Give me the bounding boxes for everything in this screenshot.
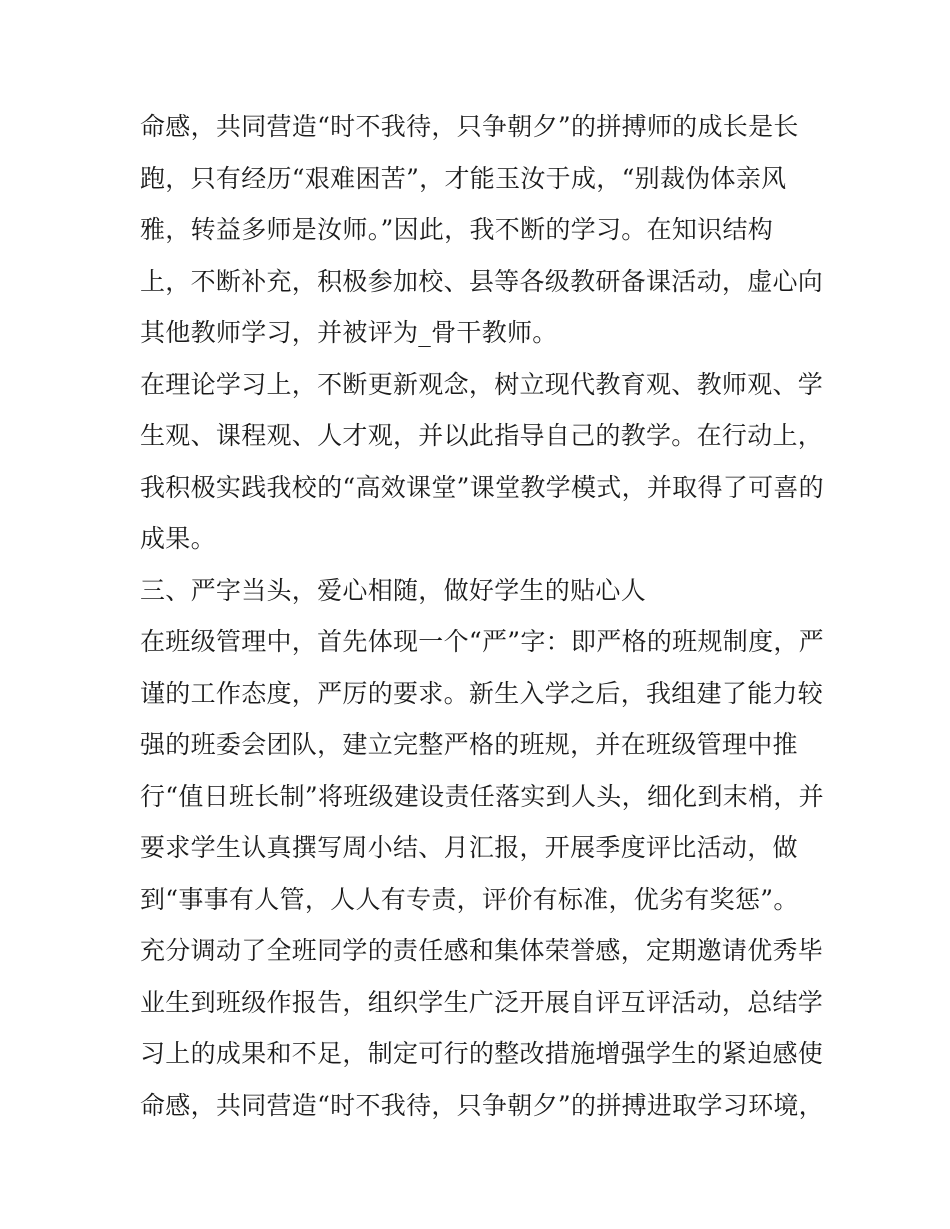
text-line: 谨的工作态度，严厉的要求。新生入学之后，我组建了能力较 xyxy=(140,678,824,708)
text-line: 强的班委会团队，建立完整严格的班规，并在班级管理中推 xyxy=(140,730,798,759)
text-line: 到“事事有人管，人人有专责，评价有标准，优劣有奖惩”。 xyxy=(140,884,799,914)
text-line: 习上的成果和不足，制定可行的整改措施增强学生的紧迫感使 xyxy=(140,1039,824,1068)
text-line: 在理论学习上，不断更新观念，树立现代教育观、教师观、学 xyxy=(140,369,824,399)
text-line: 充分调动了全班同学的责任感和集体荣誉感，定期邀请优秀毕 xyxy=(140,936,824,965)
text-line: 雅，转益多师是汝师。”因此，我不断的学习。在知识结构 xyxy=(140,215,774,244)
text-line: 命感，共同营造“时不我待，只争朝夕”的拼搏进取学习环境， xyxy=(140,1090,824,1120)
section-heading: 三、严字当头，爱心相随，做好学生的贴心人 xyxy=(140,575,647,605)
text-line: 上，不断补充，积极参加校、县等各级教研备课活动，虚心向 xyxy=(140,266,824,296)
text-line: 要求学生认真撰写周小结、月汇报，开展季度评比活动，做 xyxy=(140,833,798,862)
text-line: 命感，共同营造“时不我待，只争朝夕”的拼搏师的成长是长 xyxy=(140,112,799,141)
text-line: 生观、课程观、人才观，并以此指导自己的教学。在行动上， xyxy=(140,421,824,450)
text-line: 业生到班级作报告，组织学生广泛开展自评互评活动，总结学 xyxy=(140,987,824,1017)
body-text xyxy=(140,101,830,1131)
text-line: 在班级管理中，首先体现一个“严”字：即严格的班规制度，严 xyxy=(140,627,824,656)
text-line: 其他教师学习，并被评为_骨干教师。 xyxy=(140,318,558,347)
text-line: 跑，只有经历“艰难困苦”，才能玉汝于成，“别裁伪体亲风 xyxy=(140,163,787,193)
text-line: 我积极实践我校的“高效课堂”课堂教学模式，并取得了可喜的 xyxy=(140,472,824,502)
text-line: 成果。 xyxy=(140,524,216,553)
text-line: 行“值日班长制”将班级建设责任落实到人头，细化到末梢，并 xyxy=(140,781,824,811)
